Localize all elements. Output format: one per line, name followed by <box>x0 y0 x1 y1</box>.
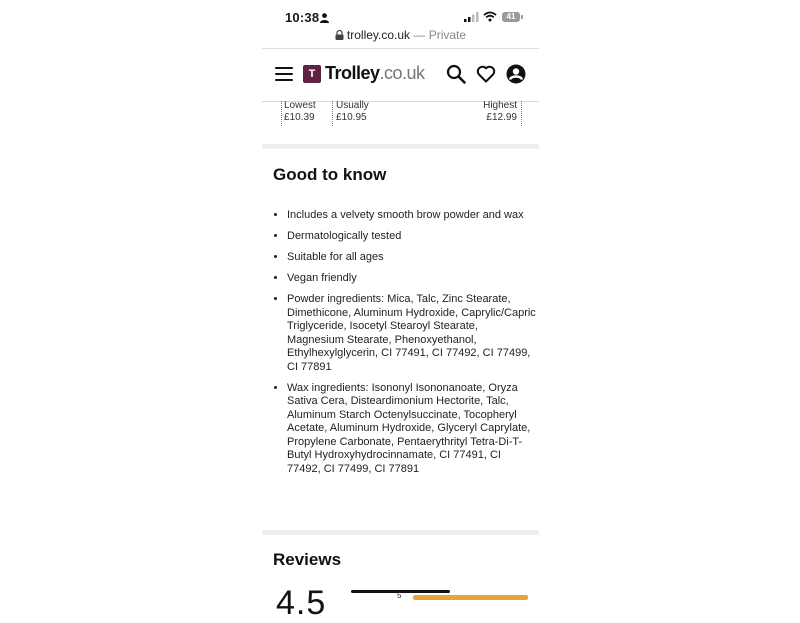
signal-icon <box>464 12 479 22</box>
list-item: • Suitable for all ages <box>287 251 537 265</box>
list-item: • Vegan friendly <box>287 272 537 286</box>
section-divider <box>262 530 539 535</box>
status-time: 10:38 <box>285 10 320 25</box>
menu-icon[interactable] <box>275 67 293 81</box>
average-rating: 4.5 <box>276 584 327 622</box>
good-to-know-title: Good to know <box>273 165 387 184</box>
section-divider <box>262 144 539 149</box>
reviews-title: Reviews <box>273 550 342 569</box>
list-item: • Includes a velvety smooth brow powder and wax <box>287 209 537 223</box>
battery-tip <box>521 15 523 19</box>
star-level-label: 5 <box>397 591 402 600</box>
site-header <box>262 49 539 102</box>
lowest-label: Lowest <box>284 100 316 111</box>
rating-bar-fill <box>413 595 528 600</box>
highest-marker <box>521 101 522 126</box>
search-icon[interactable] <box>446 64 466 84</box>
logo-domain: .co.uk <box>379 63 425 83</box>
list-item: • Wax ingredients: Isononyl Isononanoate, Oryza Sativa Cera, Disteardimonium Hectorite, Talc, Aluminum Starch Octenylsuccinate, Tocopheryl Acetate, Aluminum Hydroxide, Glyceryl Caprylate, Propylene Carbonate, Pentaerythrityl Tetra-Di-T-Butyl Hydroxyhydrocinnamate, CI 77491, CI 77492, CI 77499, CI 77891 <box>287 382 537 477</box>
list-item: • Dermatologically tested <box>287 230 537 244</box>
highest-value: £12.99 <box>486 112 517 123</box>
phone-screen <box>262 0 539 622</box>
wifi-icon <box>483 11 497 22</box>
good-to-know-list <box>273 209 537 484</box>
highest-price <box>482 100 517 124</box>
logo-brand: Trolley <box>325 63 380 83</box>
highest-label: Highest <box>483 100 517 111</box>
heart-icon[interactable] <box>476 64 496 84</box>
account-icon[interactable] <box>506 64 526 84</box>
usually-marker <box>332 101 333 126</box>
logo[interactable] <box>325 63 425 84</box>
list-item: • Powder ingredients: Mica, Talc, Zinc Stearate, Dimethicone, Aluminum Hydroxide, Caprylic/Capric Triglyceride, Isocetyl Stearoyl Stearate, Magnesium Stearate, Phenoxyethanol, Ethylhexylglycerin, CI 77491, CI 77492, CI 77499, CI 77891 <box>287 293 537 374</box>
logo-mark[interactable]: T <box>303 65 321 83</box>
status-bar <box>262 0 539 28</box>
person-icon <box>320 13 329 23</box>
lowest-price <box>284 100 316 124</box>
address-bar[interactable] <box>262 28 539 46</box>
lowest-marker <box>281 101 282 126</box>
usually-label: Usually <box>336 100 369 111</box>
lock-icon <box>335 30 344 40</box>
url-domain: trolley.co.uk <box>346 28 411 42</box>
price-range <box>262 101 539 127</box>
usually-value: £10.95 <box>336 112 367 123</box>
lowest-value: £10.39 <box>284 112 315 123</box>
private-label: — Private <box>413 28 467 42</box>
usually-price <box>336 100 369 124</box>
battery-icon: 41 <box>502 12 520 22</box>
